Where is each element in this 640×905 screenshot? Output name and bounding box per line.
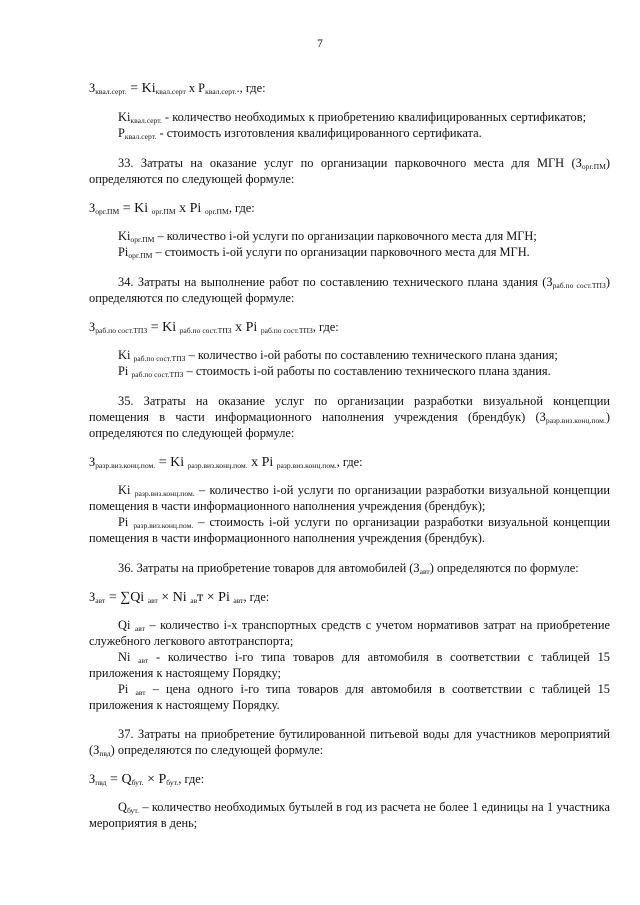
paragraph-34-line2: определяются по следующей формуле:: [89, 291, 295, 305]
page-number: 7: [317, 38, 323, 50]
paragraph-33: 33. Затраты на оказание услуг по организации парковочного места для МГН $(З_{орг.ПМ})$: [118, 156, 610, 171]
paragraph-37-line2: $(З_{пвд})$ определяются по следующей формуле:: [89, 743, 324, 758]
formula-car-goods: $З_{авт} = \sum Qi$ $_{авт}$ × Ni $_{ав}$т × Pi $_{авт}$, где:: [89, 590, 270, 605]
definition-line: Ki $_{раб.по сост.ТПЗ}$ – количество i-ой работы по составлению технического плана здания;: [118, 348, 558, 363]
definition-line: $Ki_{квал.серт.}$ - количество необходимых к приобретению квалифицированных сертификатов;: [118, 110, 587, 125]
paragraph-33-line2: определяются по следующей формуле:: [89, 172, 295, 186]
definition-line: Pi $_{раб.по сост.ТПЗ}$ – стоимость i-ой работы по составлению технического плана здания.: [118, 364, 551, 379]
formula-bottled-water: $З_{пвд} = Q_{бут.} \times P_{бут.}$, где:: [89, 772, 205, 787]
definition-line: Ni $_{авт}$ - количество i-го типа товаров для автомобиля в соответствии с таблицей 15: [118, 650, 610, 665]
definition-line: Qi $_{авт}$ – количество i-х транспортных средств с учетом нормативов затрат на приобретение: [118, 618, 610, 633]
definition-line-cont: приложения к настоящему Порядку.: [89, 698, 280, 712]
definition-line: $P_{квал.серт.}$ - стоимость изготовления квалифицированного сертификата.: [118, 126, 482, 141]
definition-line: Pi $_{разр.виз.конц.пом.}$ – стоимость i-ой услуги по организации разработки визуальной концепции: [118, 515, 610, 530]
definition-line-cont: помещения в части информационного наполнения учреждения (брендбук);: [89, 499, 486, 513]
definition-line-cont: помещения в части информационного наполнения учреждения (брендбук).: [89, 531, 485, 545]
paragraph-34: 34. Затраты на выполнение работ по составлению технического плана здания $(З_{раб.по сост.ТПЗ})$: [118, 275, 610, 290]
definition-line-cont: приложения к настоящему Порядку;: [89, 666, 281, 680]
formula-brandbook: $З_{разр.виз.конц.пом.} = Ki$ $_{разр.виз.конц.пом.}$ x Pi $_{разр.виз.конц.пом.}$, где:: [89, 455, 363, 470]
formula-qualified-certificates: $З_{квал.серт.} = Ki_{квал.серт}$ x $P_{квал.серт.}$., где:: [89, 81, 266, 96]
definition-line: $Ki_{орг.ПМ}$ – количество i-ой услуги по организации парковочного места для МГН;: [118, 229, 537, 244]
paragraph-35-line2: помещения в части информационного наполнения учреждения (брендбук) $(З_{разр.виз.конц.пом.})$: [89, 410, 610, 425]
paragraph-35-line3: определяются по следующей формуле:: [89, 426, 295, 440]
definition-line: Pi $_{авт}$ – цена одного i-го типа товаров для автомобиля в соответствии с таблицей 15: [118, 682, 611, 697]
formula-technical-plan: $З_{раб.по сост.ТПЗ} = Ki$ $_{раб.по сост.ТПЗ}$ x Pi $_{раб.по сост.ТПЗ}$, где:: [89, 320, 339, 335]
paragraph-36: 36. Затраты на приобретение товаров для автомобилей $(З_{авт})$ определяются по формуле:: [118, 561, 579, 576]
definition-line-cont: мероприятия в день;: [89, 816, 198, 830]
formula-parking-mgn: $З_{орг.ПМ} = Ki$ $_{орг.ПМ}$ x Pi $_{орг.ПМ}$, где:: [89, 201, 255, 216]
paragraph-35: 35. Затраты на оказание услуг по организации разработки визуальной концепции: [118, 394, 610, 408]
definition-line: Ki $_{разр.виз.конц.пом.}$ – количество i-ой услуги по организации разработки визуальной концепции: [118, 483, 611, 498]
paragraph-37: 37. Затраты на приобретение бутилированной питьевой воды для участников мероприятий: [118, 727, 610, 741]
definition-line: $Q_{бут.}$ – количество необходимых бутылей в год из расчета не более 1 единицы на 1 участника: [118, 800, 610, 815]
definition-line-cont: служебного легкового автотранспорта;: [89, 634, 294, 648]
definition-line: $Pi_{орг.ПМ}$ – стоимость i-ой услуги по организации парковочного места для МГН.: [118, 245, 530, 260]
